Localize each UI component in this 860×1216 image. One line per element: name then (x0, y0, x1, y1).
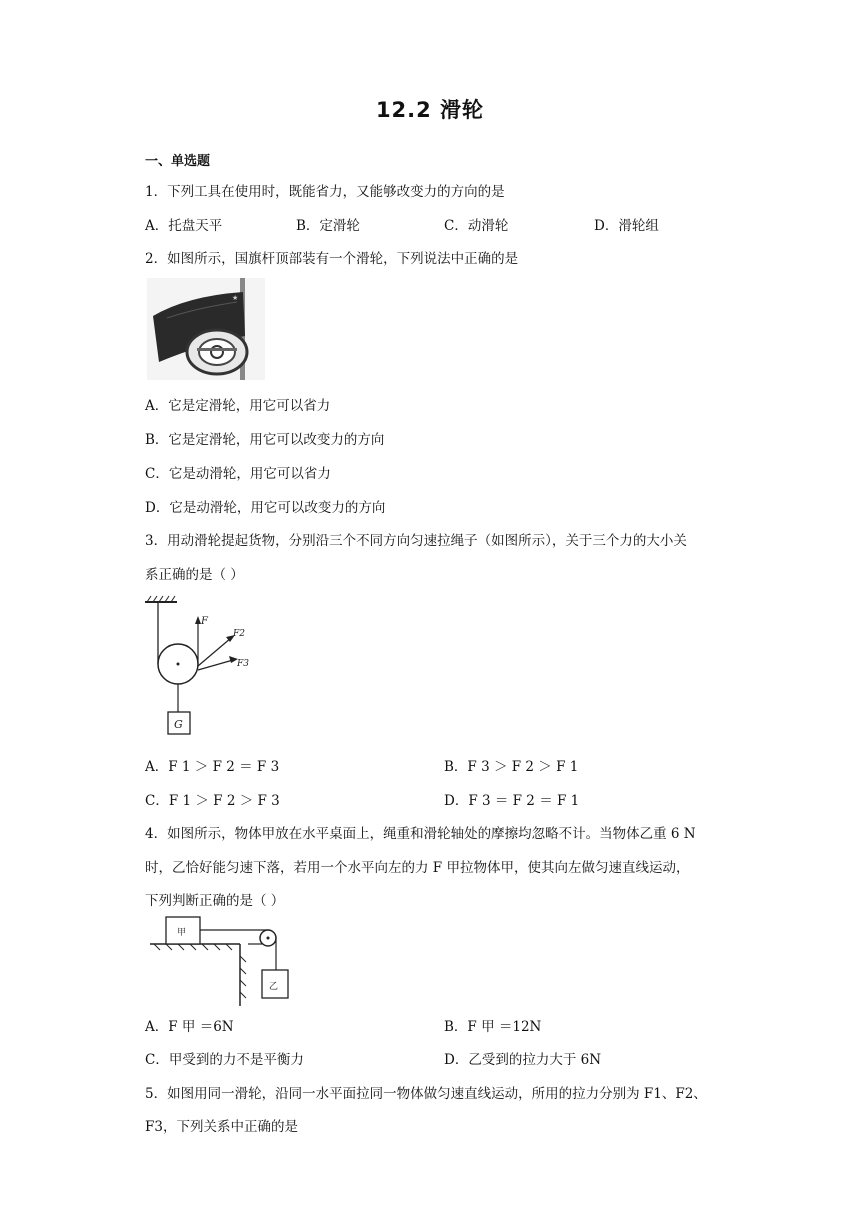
label-g: G (174, 718, 183, 731)
q1-option-c: C．动滑轮 (444, 218, 509, 234)
label-f1: F (201, 616, 208, 627)
question-3-stem-line1: 3．用动滑轮提起货物，分别沿三个不同方向匀速拉绳子（如图所示），关于三个力的大小关 (145, 533, 687, 549)
question-5-stem-line1: 5．如图用同一滑轮，沿同一水平面拉同一物体做匀速直线运动，所用的拉力分别为 F1、F2、 (145, 1086, 707, 1102)
q1-option-d: D．滑轮组 (594, 218, 659, 234)
question-2-stem: 2．如图所示，国旗杆顶部装有一个滑轮，下列说法中正确的是 (145, 251, 519, 267)
q2-option-b: B．它是定滑轮，用它可以改变力的方向 (145, 432, 385, 448)
q1-option-a: A．托盘天平 (145, 218, 223, 234)
movable-pulley-diagram (143, 594, 253, 738)
q4-option-c: C．甲受到的力不是平衡力 (145, 1052, 304, 1068)
q3-option-c: C．F 1 ＞ F 2 ＞ F 3 (145, 793, 280, 809)
label-jia: 甲 (177, 928, 187, 938)
q2-option-d: D．它是动滑轮，用它可以改变力的方向 (145, 500, 386, 516)
q4-option-b: B．F 甲 ＝12N (444, 1019, 542, 1035)
section-heading: 一、单选题 (145, 154, 211, 169)
svg-text:★: ★ (232, 294, 239, 302)
q4-option-a: A．F 甲 ＝6N (145, 1019, 234, 1035)
label-yi: 乙 (269, 982, 279, 992)
question-5-stem-line2: F3，下列关系中正确的是 (145, 1119, 298, 1135)
question-3-stem-line2: 系正确的是（ ） (145, 567, 244, 583)
question-1-stem: 1．下列工具在使用时，既能省力，又能够改变力的方向的是 (145, 184, 505, 200)
label-f2: F2 (233, 629, 245, 639)
question-4-stem-line1: 4．如图所示，物体甲放在水平桌面上，绳重和滑轮轴处的摩擦均忽略不计。当物体乙重 6 N (145, 826, 696, 842)
q3-option-b: B．F 3 ＞ F 2 ＞ F 1 (444, 759, 579, 775)
table-pulley-diagram (150, 914, 290, 1006)
page-title: 12.2 滑轮 (375, 98, 485, 122)
q3-option-a: A．F 1 ＞ F 2 ＝ F 3 (145, 759, 280, 775)
q2-option-c: C．它是动滑轮，用它可以省力 (145, 466, 331, 482)
q4-option-d: D．乙受到的拉力大于 6N (444, 1052, 602, 1068)
q1-option-b: B．定滑轮 (296, 218, 360, 234)
flagpole-pulley-photo (147, 278, 265, 380)
question-4-stem-line3: 下列判断正确的是（ ） (145, 893, 285, 909)
question-4-stem-line2: 时，乙恰好能匀速下落，若用一个水平向左的力 F 甲拉物体甲，使其向左做匀速直线运动， (145, 860, 690, 876)
label-f3: F3 (237, 659, 249, 669)
q2-option-a: A．它是定滑轮，用它可以省力 (145, 398, 331, 414)
q3-option-d: D．F 3 ＝ F 2 ＝ F 1 (444, 793, 580, 809)
